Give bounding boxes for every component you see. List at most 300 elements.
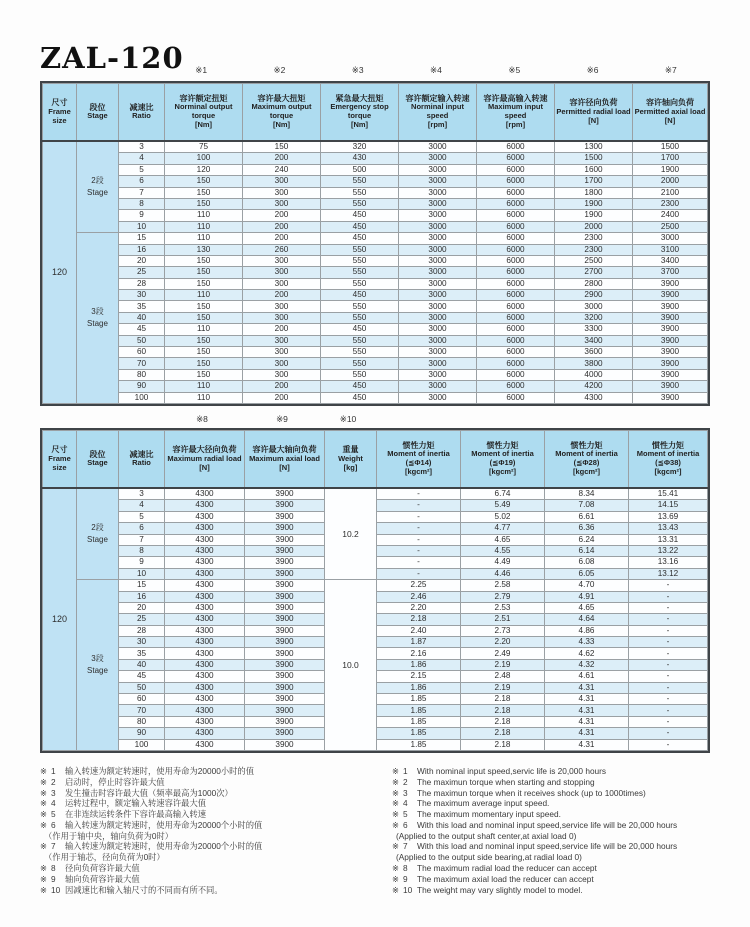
value-cell: 6000	[477, 369, 555, 380]
value-cell: 13.31	[629, 534, 708, 545]
footnote-number: 10	[51, 884, 61, 895]
footnote-text: 输入转速为额定转速时，使用寿命为20000个小时的值	[65, 819, 263, 830]
footnote-text: The maximum radial load the reducer can accept	[417, 863, 597, 873]
value-cell: 4300	[165, 625, 245, 636]
value-cell: -	[629, 671, 708, 682]
footnote-number: 10	[403, 884, 413, 895]
value-cell: 550	[321, 244, 399, 255]
value-cell: -	[629, 694, 708, 705]
ratio-cell: 10	[119, 221, 165, 232]
value-cell: 3900	[245, 568, 325, 579]
column-header	[119, 430, 165, 488]
column-header	[629, 430, 708, 488]
value-cell: 4.31	[545, 682, 629, 693]
header-label-zh: 容许额定扭矩	[179, 94, 228, 104]
footnote-number: 8	[403, 863, 408, 873]
value-cell: 4300	[165, 602, 245, 613]
footnote-number: 7	[51, 841, 56, 852]
reference-mark-icon: ※	[40, 765, 47, 776]
column-header	[119, 84, 165, 142]
column-header	[77, 84, 119, 142]
value-cell: 3000	[399, 381, 477, 392]
value-cell: 3900	[245, 545, 325, 556]
value-cell: 3900	[633, 312, 708, 323]
header-unit: [kgcm²]	[572, 467, 601, 477]
value-cell: 2100	[633, 187, 708, 198]
value-cell: 150	[165, 369, 243, 380]
column-header	[43, 430, 77, 488]
value-cell: 3900	[245, 671, 325, 682]
value-cell: 3900	[633, 335, 708, 346]
reference-mark-icon: ※	[40, 884, 47, 895]
value-cell: 550	[321, 278, 399, 289]
value-cell: 320	[321, 141, 399, 153]
value-cell: 2000	[633, 176, 708, 187]
value-cell: 3900	[245, 648, 325, 659]
value-cell: 4300	[555, 392, 633, 403]
footnote-number: 2	[51, 776, 56, 787]
value-cell: 6.61	[545, 511, 629, 522]
ratio-cell: 80	[119, 716, 165, 727]
value-cell: 3000	[399, 301, 477, 312]
value-cell: 3900	[633, 392, 708, 403]
header-unit: [kgcm²]	[488, 467, 517, 477]
value-cell: 3000	[399, 267, 477, 278]
stage-cell	[77, 580, 119, 751]
value-cell: 6.08	[545, 557, 629, 568]
value-cell: 150	[243, 141, 321, 153]
value-cell: -	[377, 557, 461, 568]
header-label-zh: 段位	[89, 449, 106, 459]
header-label-en: Maximum radial load	[167, 453, 242, 463]
value-cell: 4300	[165, 637, 245, 648]
value-cell: 6000	[477, 221, 555, 232]
value-cell: 4300	[165, 614, 245, 625]
value-cell: 3000	[399, 335, 477, 346]
ratio-cell: 90	[119, 728, 165, 739]
page-title: ZAL-120	[40, 41, 184, 75]
header-label-zh: 段位	[89, 102, 106, 112]
footnote-line	[392, 766, 710, 777]
value-cell: 110	[165, 381, 243, 392]
value-cell: 8.34	[545, 488, 629, 500]
ratio-cell: 4	[119, 153, 165, 164]
value-cell: 4.64	[545, 614, 629, 625]
value-cell: 1500	[555, 153, 633, 164]
value-cell: 2.51	[461, 614, 545, 625]
reference-mark-icon: ※	[40, 863, 47, 873]
footnote-line	[40, 841, 380, 852]
ratio-cell: 7	[119, 534, 165, 545]
value-cell: 300	[243, 312, 321, 323]
value-cell: 100	[165, 153, 243, 164]
value-cell: 3400	[555, 335, 633, 346]
value-cell: -	[629, 659, 708, 670]
table2-header	[43, 430, 708, 488]
value-cell: 6000	[477, 335, 555, 346]
value-cell: 200	[243, 324, 321, 335]
header-label-en: Frame size	[48, 106, 71, 125]
footnote-marker: ※4	[430, 65, 442, 75]
ratio-cell: 50	[119, 335, 165, 346]
footnote-line	[40, 766, 380, 777]
value-cell: 4.91	[545, 591, 629, 602]
value-cell: 4.32	[545, 659, 629, 670]
value-cell: 260	[243, 244, 321, 255]
value-cell: 4300	[165, 557, 245, 568]
column-header	[555, 84, 633, 142]
footnote-line	[40, 788, 380, 799]
header-label-en: Ratio	[132, 458, 151, 468]
value-cell: 3900	[245, 739, 325, 750]
value-cell: 110	[165, 233, 243, 244]
value-cell: 6000	[477, 233, 555, 244]
value-cell: 450	[321, 233, 399, 244]
footnote-text: 在非连续运转条件下容许最高输入转速	[65, 809, 207, 820]
header-shaft-dia: (≦Φ38)	[655, 458, 681, 468]
value-cell: 3000	[399, 255, 477, 266]
header-label-en: Stage	[87, 111, 108, 121]
footnote-line	[392, 777, 710, 788]
value-cell: 3900	[245, 614, 325, 625]
value-cell: 4.62	[545, 648, 629, 659]
footnote-number: 1	[51, 765, 56, 776]
value-cell: 4300	[165, 659, 245, 670]
value-cell: 150	[165, 312, 243, 323]
value-cell: 4300	[165, 534, 245, 545]
footnote-text: 运转过程中，额定输入转速容许最大值	[65, 798, 207, 809]
value-cell: 4.77	[461, 523, 545, 534]
footnote-text: The maximum average input speed.	[417, 798, 550, 809]
value-cell: 4300	[165, 545, 245, 556]
footnote-number: 4	[403, 798, 408, 809]
value-cell: -	[629, 716, 708, 727]
value-cell: 6000	[477, 210, 555, 221]
header-unit: [N]	[199, 462, 210, 472]
table2-body	[43, 488, 708, 750]
value-cell: -	[629, 614, 708, 625]
stage-label-zh: 2段	[91, 523, 104, 533]
load-inertia-table-wrap	[40, 428, 710, 753]
ratio-cell: 30	[119, 637, 165, 648]
value-cell: 4000	[555, 369, 633, 380]
value-cell: 300	[243, 358, 321, 369]
ratio-cell: 3	[119, 141, 165, 153]
value-cell: 4.31	[545, 728, 629, 739]
value-cell: 3900	[245, 511, 325, 522]
ratio-cell: 90	[119, 381, 165, 392]
footnote-continuation: (Applied to the output shaft center,at axial load 0)	[396, 830, 577, 841]
stage-cell	[77, 488, 119, 580]
column-header	[245, 430, 325, 488]
value-cell: 4.31	[545, 694, 629, 705]
footnote-text: The maximum axial load the reducer can accept	[417, 873, 594, 884]
value-cell: 13.43	[629, 523, 708, 534]
value-cell: 2.18	[461, 728, 545, 739]
ratio-cell: 28	[119, 278, 165, 289]
footnote-number: 5	[403, 809, 408, 820]
footnote-marker: ※5	[508, 65, 521, 75]
weight-cell: 10.0	[325, 580, 377, 751]
value-cell: 1.85	[377, 716, 461, 727]
ratio-cell: 5	[119, 164, 165, 175]
value-cell: 200	[243, 233, 321, 244]
footnote-marker: ※7	[664, 65, 677, 75]
footnote-line	[40, 820, 380, 831]
header-label-en: Permitted radial load	[556, 106, 631, 116]
reference-mark-icon: ※	[392, 787, 399, 798]
footnote-number: 3	[51, 787, 56, 798]
ratio-cell: 100	[119, 739, 165, 750]
value-cell: 3900	[633, 358, 708, 369]
value-cell: 3000	[399, 278, 477, 289]
value-cell: 4300	[165, 739, 245, 750]
header-label-en: Maximum output torque	[251, 102, 312, 121]
value-cell: -	[629, 625, 708, 636]
value-cell: 200	[243, 210, 321, 221]
value-cell: 550	[321, 267, 399, 278]
value-cell: 2800	[555, 278, 633, 289]
value-cell: 2.19	[461, 682, 545, 693]
reference-mark-icon: ※	[392, 873, 399, 884]
value-cell: 6.74	[461, 488, 545, 500]
footnote-line	[392, 798, 710, 809]
ratio-cell: 3	[119, 488, 165, 500]
value-cell: 2.18	[461, 694, 545, 705]
value-cell: 3000	[399, 233, 477, 244]
column-header	[165, 84, 243, 142]
ratio-cell: 28	[119, 625, 165, 636]
value-cell: 3700	[633, 267, 708, 278]
ratio-cell: 35	[119, 301, 165, 312]
value-cell: 6.14	[545, 545, 629, 556]
column-header	[399, 84, 477, 142]
value-cell: 2.48	[461, 671, 545, 682]
column-header	[477, 84, 555, 142]
value-cell: 550	[321, 187, 399, 198]
value-cell: 4300	[165, 694, 245, 705]
header-unit: [rpm]	[427, 120, 448, 130]
header-unit: [Nm]	[194, 120, 213, 130]
value-cell: 3900	[245, 534, 325, 545]
value-cell: 4.61	[545, 671, 629, 682]
value-cell: 4300	[165, 568, 245, 579]
footnote-text: The maximum momentary input speed.	[417, 809, 561, 820]
stage-label-en: Stage	[87, 319, 108, 329]
ratio-cell: 4	[119, 500, 165, 511]
header-label-zh: 容许最大径向负荷	[172, 445, 237, 455]
value-cell: 3000	[399, 358, 477, 369]
value-cell: 4.65	[461, 534, 545, 545]
value-cell: 3900	[245, 728, 325, 739]
value-cell: 3000	[633, 233, 708, 244]
value-cell: 550	[321, 358, 399, 369]
ratio-cell: 20	[119, 255, 165, 266]
value-cell: 200	[243, 153, 321, 164]
footnote-line	[40, 809, 380, 820]
value-cell: 6.24	[545, 534, 629, 545]
value-cell: 6000	[477, 187, 555, 198]
header-label-en: Maximum axial load	[249, 453, 320, 463]
value-cell: 4300	[165, 648, 245, 659]
value-cell: 6000	[477, 164, 555, 175]
value-cell: 3000	[399, 187, 477, 198]
ratio-cell: 30	[119, 290, 165, 301]
value-cell: 2.53	[461, 602, 545, 613]
value-cell: 6000	[477, 381, 555, 392]
footnote-line	[392, 809, 710, 820]
value-cell: 3900	[633, 290, 708, 301]
value-cell: 3900	[633, 381, 708, 392]
stage-label-en: Stage	[87, 666, 108, 676]
value-cell: -	[377, 500, 461, 511]
reference-mark-icon: ※	[392, 765, 399, 776]
value-cell: 6000	[477, 176, 555, 187]
value-cell: 3900	[245, 488, 325, 500]
value-cell: 6000	[477, 290, 555, 301]
value-cell: 3900	[633, 324, 708, 335]
value-cell: 4300	[165, 716, 245, 727]
value-cell: 150	[165, 347, 243, 358]
ratio-cell: 20	[119, 602, 165, 613]
value-cell: 2.79	[461, 591, 545, 602]
ratio-cell: 16	[119, 591, 165, 602]
frame-size-cell: 120	[43, 141, 77, 403]
header-label-zh: 惯性力矩	[402, 441, 435, 450]
header-label-en: Moment of inertia	[555, 449, 618, 459]
value-cell: 300	[243, 267, 321, 278]
value-cell: 4.31	[545, 739, 629, 750]
footnote-number: 6	[403, 819, 408, 830]
ratio-cell: 50	[119, 682, 165, 693]
value-cell: 6000	[477, 198, 555, 209]
value-cell: 4.55	[461, 545, 545, 556]
header-label-en: Ratio	[132, 111, 151, 121]
value-cell: 4300	[165, 500, 245, 511]
value-cell: 300	[243, 198, 321, 209]
value-cell: 3000	[399, 392, 477, 403]
value-cell: 14.15	[629, 500, 708, 511]
value-cell: 2.40	[377, 625, 461, 636]
value-cell: -	[629, 728, 708, 739]
value-cell: 4.31	[545, 716, 629, 727]
value-cell: -	[377, 511, 461, 522]
footnote-marker: ※2	[273, 65, 286, 75]
value-cell: 2500	[633, 221, 708, 232]
value-cell: -	[629, 637, 708, 648]
footnote-text: 因减速比和输入轴尺寸的不同而有所不同。	[65, 884, 223, 895]
ratio-cell: 80	[119, 369, 165, 380]
value-cell: 3200	[555, 312, 633, 323]
column-header	[461, 430, 545, 488]
value-cell: 3900	[245, 682, 325, 693]
ratio-cell: 70	[119, 358, 165, 369]
value-cell: 3900	[633, 301, 708, 312]
footnote-continuation: （作用于轴中央，轴向负荷为0时）	[44, 830, 174, 841]
value-cell: 1.85	[377, 694, 461, 705]
ratio-cell: 45	[119, 671, 165, 682]
value-cell: 6000	[477, 244, 555, 255]
header-label-en: Weight	[338, 453, 363, 463]
stage-cell	[77, 233, 119, 404]
stage-label-zh: 3段	[91, 654, 104, 664]
value-cell: 6000	[477, 153, 555, 164]
value-cell: -	[377, 534, 461, 545]
value-cell: 300	[243, 369, 321, 380]
value-cell: 2900	[555, 290, 633, 301]
value-cell: 300	[243, 335, 321, 346]
value-cell: 1900	[555, 198, 633, 209]
ratio-cell: 35	[119, 648, 165, 659]
value-cell: 3100	[633, 244, 708, 255]
value-cell: -	[629, 705, 708, 716]
header-shaft-dia: (≦Φ19)	[489, 458, 516, 468]
value-cell: 3000	[555, 301, 633, 312]
header-label-en: Frame size	[48, 453, 71, 472]
weight-cell: 10.2	[325, 488, 377, 580]
reference-mark-icon: ※	[392, 863, 399, 873]
value-cell: 550	[321, 347, 399, 358]
value-cell: 6000	[477, 278, 555, 289]
footnote-continuation: （作用于轴芯，径向负荷为0时）	[44, 852, 165, 863]
value-cell: 3000	[399, 210, 477, 221]
value-cell: 2.20	[377, 602, 461, 613]
value-cell: -	[629, 591, 708, 602]
value-cell: 2300	[555, 244, 633, 255]
value-cell: 6.05	[545, 568, 629, 579]
value-cell: 300	[243, 301, 321, 312]
value-cell: 4300	[165, 523, 245, 534]
ratio-cell: 8	[119, 198, 165, 209]
value-cell: 2.25	[377, 580, 461, 591]
stage-label-en: Stage	[87, 535, 108, 545]
value-cell: 500	[321, 164, 399, 175]
ratio-cell: 15	[119, 233, 165, 244]
value-cell: 130	[165, 244, 243, 255]
header-label-zh: 容许最高输入转速	[483, 94, 548, 104]
value-cell: -	[629, 602, 708, 613]
value-cell: 4200	[555, 381, 633, 392]
ratio-cell: 10	[119, 568, 165, 579]
value-cell: 3900	[245, 580, 325, 591]
value-cell: 300	[243, 187, 321, 198]
footnote-number: 6	[51, 819, 56, 830]
ratio-cell: 60	[119, 694, 165, 705]
column-header	[325, 430, 377, 488]
footnotes	[40, 766, 710, 895]
value-cell: 3000	[399, 347, 477, 358]
value-cell: 550	[321, 255, 399, 266]
footnote-line	[392, 841, 710, 852]
value-cell: 6000	[477, 347, 555, 358]
stage-label-zh: 2段	[91, 176, 104, 186]
ratio-cell: 70	[119, 705, 165, 716]
value-cell: 4300	[165, 488, 245, 500]
value-cell: 3000	[399, 153, 477, 164]
value-cell: 300	[243, 176, 321, 187]
header-shaft-dia: (≦Φ14)	[405, 458, 432, 468]
value-cell: 1800	[555, 187, 633, 198]
footnote-text: 输入转速为额定转速时，使用寿命为20000小时的值	[65, 765, 255, 776]
value-cell: 4.49	[461, 557, 545, 568]
reference-mark-icon: ※	[392, 798, 399, 809]
value-cell: -	[629, 580, 708, 591]
value-cell: 300	[243, 255, 321, 266]
header-unit: [kgcm²]	[404, 467, 433, 477]
header-unit: [N]	[588, 115, 599, 125]
header-label-en: Moment of inertia	[387, 449, 450, 459]
value-cell: 450	[321, 221, 399, 232]
